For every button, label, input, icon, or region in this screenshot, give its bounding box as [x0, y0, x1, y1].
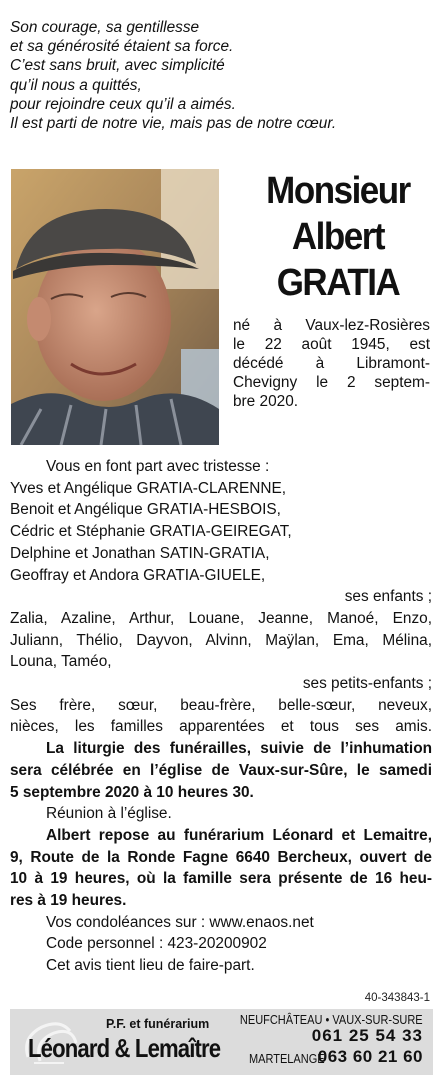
- funeral-home-type: P.F. et funérarium: [106, 1017, 210, 1031]
- poem-line: qu’il nous a quittés,: [10, 76, 142, 94]
- funerarium-line: Albert repose au funérarium Léonard et Lemaitre,: [46, 826, 432, 844]
- children-label: ses enfants ;: [344, 588, 432, 606]
- poem-line: C’est sans bruit, avec simplicité: [10, 57, 225, 75]
- poem-line: Son courage, sa gentillesse: [10, 19, 200, 36]
- location-1: NEUFCHÂTEAU • VAUX-SUR-SURE: [240, 1013, 423, 1027]
- portrait-photo: [11, 169, 219, 445]
- liturgy-line: La liturgie des funérailles, suivie de l’inhumation: [46, 740, 432, 758]
- condolences-line: Vos condoléances sur : www.enaos.net: [46, 913, 314, 931]
- poem-line: pour rejoindre ceux qu’il a aimés.: [10, 95, 236, 113]
- child-line: Delphine et Jonathan SATIN-GRATIA,: [10, 544, 270, 562]
- family-line: Ses frère, sœur, beau-frère, belle-sœur, neveux,: [10, 696, 432, 714]
- deceased-name: [248, 168, 428, 306]
- announcement-body: [10, 456, 432, 977]
- poem: [10, 18, 432, 133]
- funeral-home-banner: [10, 1009, 433, 1075]
- birth-line: le 22 août 1945, est: [233, 336, 430, 353]
- liturgy-line: sera célébrée en l’église de Vaux-sur-Sûre, le samedi: [10, 761, 432, 779]
- liturgy-line: 5 septembre 2020 à 10 heures 30.: [10, 783, 254, 801]
- child-line: Yves et Angélique GRATIA-CLARENNE,: [10, 479, 287, 497]
- location-2: MARTELANGE: [249, 1052, 325, 1066]
- funerarium-line: 9, Route de la Ronde Fagne 6640 Bercheux, ouvert de: [10, 848, 432, 866]
- title-line: Albert: [291, 216, 385, 258]
- child-line: Geoffray et Andora GRATIA-GIUELE,: [10, 566, 266, 584]
- intro-line: Vous en font part avec tristesse :: [46, 458, 270, 475]
- phone-1: 061 25 54 33: [311, 1026, 423, 1045]
- birth-death-info: [233, 316, 430, 411]
- funerarium-line: res à 19 heures.: [10, 892, 127, 910]
- reference-number: 40-343843-1: [364, 992, 430, 1004]
- family-line: nièces, les familles apparentées et tous ses amis.: [10, 718, 432, 736]
- grandchild-line: Louna, Taméo,: [10, 653, 112, 671]
- poem-line: et sa générosité étaient sa force.: [10, 38, 234, 56]
- funeral-home-name: Léonard & Lemaître: [28, 1033, 221, 1063]
- funerarium-line: 10 à 19 heures, où la famille sera présente de 16 heu-: [10, 870, 432, 888]
- reunion-line: Réunion à l’église.: [46, 805, 172, 823]
- poem-line: Il est parti de notre vie, mais pas de notre cœur.: [10, 115, 337, 133]
- child-line: Benoit et Angélique GRATIA-HESBOIS,: [10, 501, 281, 519]
- birth-line: bre 2020.: [233, 393, 299, 410]
- grandchild-line: Zalia, Azaline, Arthur, Louane, Jeanne, Manoé, Enzo,: [10, 609, 432, 627]
- phone-2: 063 60 21 60: [317, 1047, 423, 1066]
- notice-line: Cet avis tient lieu de faire-part.: [46, 957, 255, 975]
- code-line: Code personnel : 423-20200902: [46, 935, 267, 953]
- grandchild-line: Juliann, Thélio, Dayvon, Alvinn, Maÿlan, Ema, Mélina,: [10, 631, 432, 649]
- birth-line: Chevigny le 2 septem-: [233, 374, 430, 391]
- child-line: Cédric et Stéphanie GRATIA-GEIREGAT,: [10, 523, 292, 541]
- grandchildren-label: ses petits-enfants ;: [302, 675, 432, 693]
- birth-line: décédé à Libramont-: [233, 355, 430, 372]
- title-line: Monsieur: [266, 170, 410, 212]
- title-line: GRATIA: [276, 262, 400, 304]
- birth-line: né à Vaux-lez-Rosières: [233, 317, 430, 334]
